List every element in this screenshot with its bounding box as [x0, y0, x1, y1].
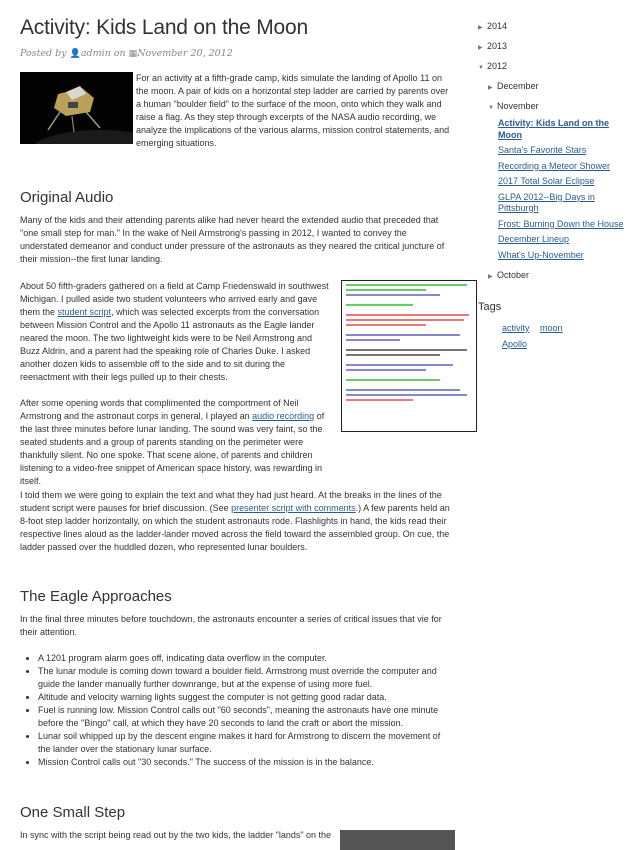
post-link[interactable]: 2017 Total Solar Eclipse	[498, 176, 595, 186]
paragraph-5: In the final three minutes before touchdown, the astronauts encounter a series of critical issues that vie for their attention.	[20, 614, 442, 637]
intro-text: For an activity at a fifth-grade camp, kids simulate the landing of Apollo 11 on the moon. A pair of kids on a horizontal step ladder are carried by parents over a human "boulder field" to the surface of the moon, onto which they walk and raise a flag. As they step through excerpts of the NASA audio recording, we analyze the implications of the various alarms, mission control statements, and emerging situations.	[136, 73, 450, 148]
chevron-right-icon: ▶	[488, 274, 493, 280]
archive-month-october[interactable]: ▶ October	[488, 269, 628, 284]
list-item: • Altitude and velocity warning lights suggest the computer is not getting good radar data.	[38, 691, 455, 704]
landing-photo-thumbnail	[340, 830, 455, 850]
list-item: • A 1201 program alarm goes off, indicating data overflow in the computer.	[38, 652, 455, 665]
list-item: • Lunar soil whipped up by the descent engine makes it hard for Armstrong to discern the movement of the lander over the stationary lunar surface.	[38, 730, 455, 756]
heading-eagle-approaches: The Eagle Approaches	[20, 588, 172, 605]
presenter-script-link[interactable]: presenter script with comments	[231, 503, 356, 513]
post-link[interactable]: GLPA 2012--Big Days in Pittsburgh	[498, 191, 595, 213]
lunar-module-image	[20, 72, 133, 144]
script-thumbnail[interactable]	[341, 280, 477, 432]
post-date: November 20, 2012	[137, 48, 233, 59]
author-link[interactable]: admin	[80, 48, 111, 59]
archive-year-2012[interactable]: ▼ 2012	[478, 60, 628, 75]
tags-heading: Tags	[478, 301, 502, 313]
paragraph-2: About 50 fifth-graders gathered on a field at Camp Friedenswald in southwest Michigan. I pulled aside two student volunteers who arrived early and gave them the student script, which was selected excerpts from the conversation between Mission Control and the Apollo 11 astronauts as the Eagle lander neared the moon. The two lightweight kids were to be Neil Armstrong and Buzz Aldrin, and a parent had the speaking role of Charles Duke. I asked another dozen kids to assemble off to the side and to sit during the reenactment with their legs pulled up to their chests.	[20, 281, 329, 382]
november-posts	[498, 118, 628, 261]
post-link[interactable]: Santa's Favorite Stars	[498, 145, 587, 155]
main-content	[20, 0, 455, 840]
chevron-right-icon: ▶	[478, 25, 483, 31]
archive-year-2013[interactable]: ▶ 2013	[478, 40, 628, 55]
chevron-down-icon: ▼	[478, 65, 484, 71]
list-item: • The lunar module is coming down toward a boulder field. Armstrong must override the computer and guide the lander manually further downrange, but at the expense of using more fuel.	[38, 665, 455, 691]
list-item: • Fuel is running low. Mission Control calls out "60 seconds", meaning the astronauts have one minute before the "Bingo" call, at which they have 20 seconds to land the craft or abort the mission.	[38, 704, 455, 730]
archive-list	[478, 20, 628, 75]
heading-original-audio: Original Audio	[20, 189, 114, 206]
post-link-current[interactable]: Activity: Kids Land on the Moon	[498, 118, 610, 140]
paragraph-1: Many of the kids and their attending parents alike had never heard the extended audio that preceded that "one small step for man." In the wake of Neil Armstrong's passing in 2012, I wanted to convey the understated demeanor and conduct under pressure of the astronauts as they neared the critical juncture of their mission--the first lunar landing.	[20, 215, 445, 264]
archive-month-november[interactable]: ▼ November	[488, 100, 628, 115]
archive-month-december[interactable]: ▶ December	[488, 80, 628, 95]
archive-year-2014[interactable]: ▶ 2014	[478, 20, 628, 35]
tag-link[interactable]: Apollo	[502, 339, 528, 349]
issues-list	[20, 652, 455, 769]
paragraph-3: After some opening words that complimented the comportment of Neil Armstrong and the astronaut corps in general, I played an audio recording of the last three minutes before lunar landing. The sound was very faint, so the seated students and a group of parents standing on the perimeter were thankfully silent. No one spoke. That scene alone, of parents and children listening to a video-free snippet of American space history, was rewarding in itself.	[20, 398, 325, 486]
tag-cloud	[502, 323, 628, 349]
list-item: • Mission Control calls out "30 seconds." The success of the mission is in the balance.	[38, 756, 455, 769]
heading-one-small-step: One Small Step	[20, 804, 126, 821]
paragraph-6: In sync with the script being read out by the two kids, the ladder "lands" on the	[20, 830, 332, 840]
audio-recording-link[interactable]: audio recording	[252, 411, 315, 421]
intro-block	[20, 72, 455, 150]
chevron-right-icon: ▶	[488, 85, 493, 91]
user-icon: 👤	[69, 49, 81, 59]
sidebar	[478, 0, 628, 349]
post-link[interactable]: Recording a Meteor Shower	[498, 160, 611, 171]
tag-link[interactable]: activity	[502, 323, 530, 333]
post-meta: Posted by 👤admin on ▦November 20, 2012	[20, 48, 233, 59]
archive-months	[488, 80, 628, 115]
calendar-icon: ▦	[128, 49, 138, 59]
student-script-link[interactable]: student script	[57, 307, 112, 317]
tag-link[interactable]: moon	[540, 323, 563, 333]
post-link[interactable]: Frost: Burning Down the House	[498, 218, 624, 229]
paragraph-4: I told them we were going to explain the text and what they had just heard. At the breaks in the lines of the student script were pauses for brief discussion. (See presenter script with comments.) A few parents held an 8-foot step ladder horizontally, on which the student astronauts rode. Flashlights in hand, the kids read their respective lines aloud as the ladder-lander moved across the field toward the assembled group. On cue, the ladder passed over the huddled dozen, who represented lunar boulders.	[20, 490, 450, 552]
chevron-right-icon: ▶	[478, 45, 483, 51]
post-link[interactable]: December Lineup	[498, 234, 570, 244]
page-title: Activity: Kids Land on the Moon	[20, 16, 308, 39]
chevron-down-icon: ▼	[488, 105, 494, 111]
post-link[interactable]: What's Up-November	[498, 249, 584, 260]
